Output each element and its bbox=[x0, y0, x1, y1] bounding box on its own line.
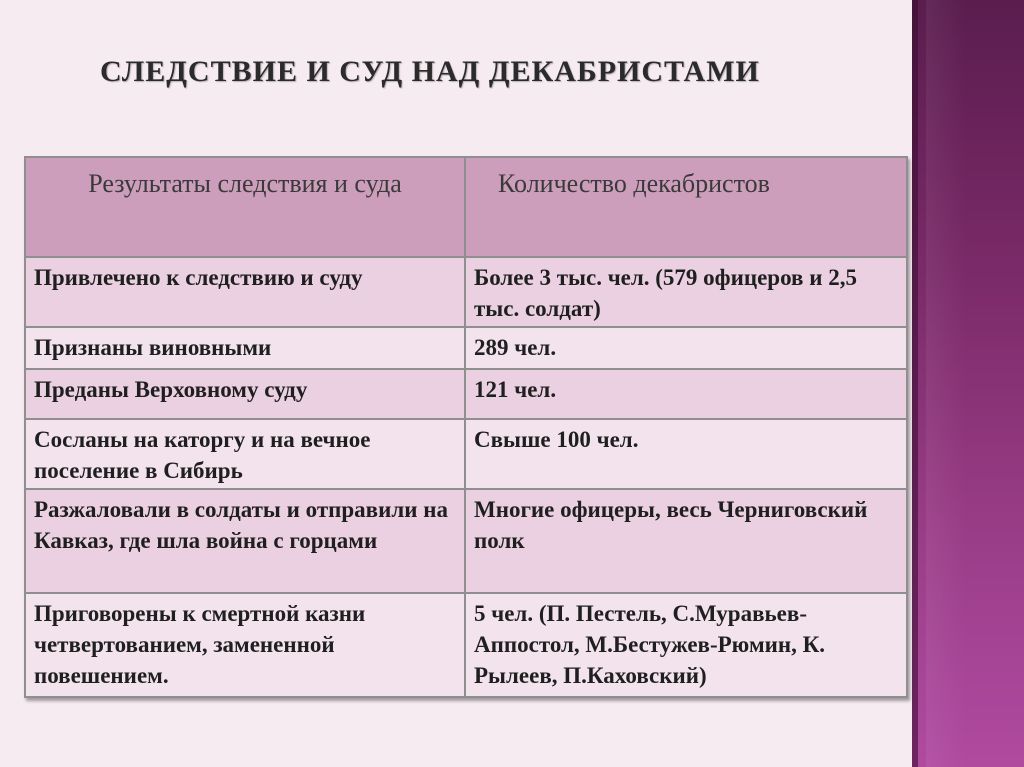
table-row bbox=[25, 369, 907, 419]
header-count bbox=[465, 157, 907, 257]
table-row bbox=[25, 327, 907, 369]
table-row bbox=[25, 257, 907, 327]
table-row bbox=[25, 489, 907, 593]
result-cell: Сосланы на каторгу и на вечное поселение в Сибирь bbox=[25, 419, 465, 489]
side-band-stripe bbox=[912, 0, 918, 767]
result-cell: Привлечено к следствию и суду bbox=[25, 257, 465, 327]
count-cell: Многие офицеры, весь Черниговский полк bbox=[465, 489, 907, 593]
result-cell: Разжаловали в солдаты и отправили на Кавказ, где шла война с горцами bbox=[25, 489, 465, 593]
count-cell: 121 чел. bbox=[465, 369, 907, 419]
slide-title: СЛЕДСТВИЕ И СУД НАД ДЕКАБРИСТАМИ bbox=[100, 55, 760, 88]
table-row bbox=[25, 419, 907, 489]
count-cell: 289 чел. bbox=[465, 327, 907, 369]
table-header-row bbox=[25, 157, 907, 257]
result-cell: Преданы Верховному суду bbox=[25, 369, 465, 419]
count-cell: Свыше 100 чел. bbox=[465, 419, 907, 489]
decorative-side-band bbox=[912, 0, 1024, 767]
header-count-label: Количество декабристов bbox=[498, 169, 770, 198]
result-cell: Признаны виновными bbox=[25, 327, 465, 369]
header-results-label: Результаты следствия и суда bbox=[88, 169, 402, 198]
result-cell: Приговорены к смертной казни четвертованием, замененной повешением. bbox=[25, 593, 465, 697]
count-cell: 5 чел. (П. Пестель, С.Муравьев-Аппостол, М.Бестужев-Рюмин, К. Рылеев, П.Каховский) bbox=[465, 593, 907, 697]
results-table bbox=[24, 156, 908, 698]
count-cell: Более 3 тыс. чел. (579 офицеров и 2,5 тыс. солдат) bbox=[465, 257, 907, 327]
header-results bbox=[25, 157, 465, 257]
table-row bbox=[25, 593, 907, 697]
side-band-sheen bbox=[926, 0, 966, 767]
